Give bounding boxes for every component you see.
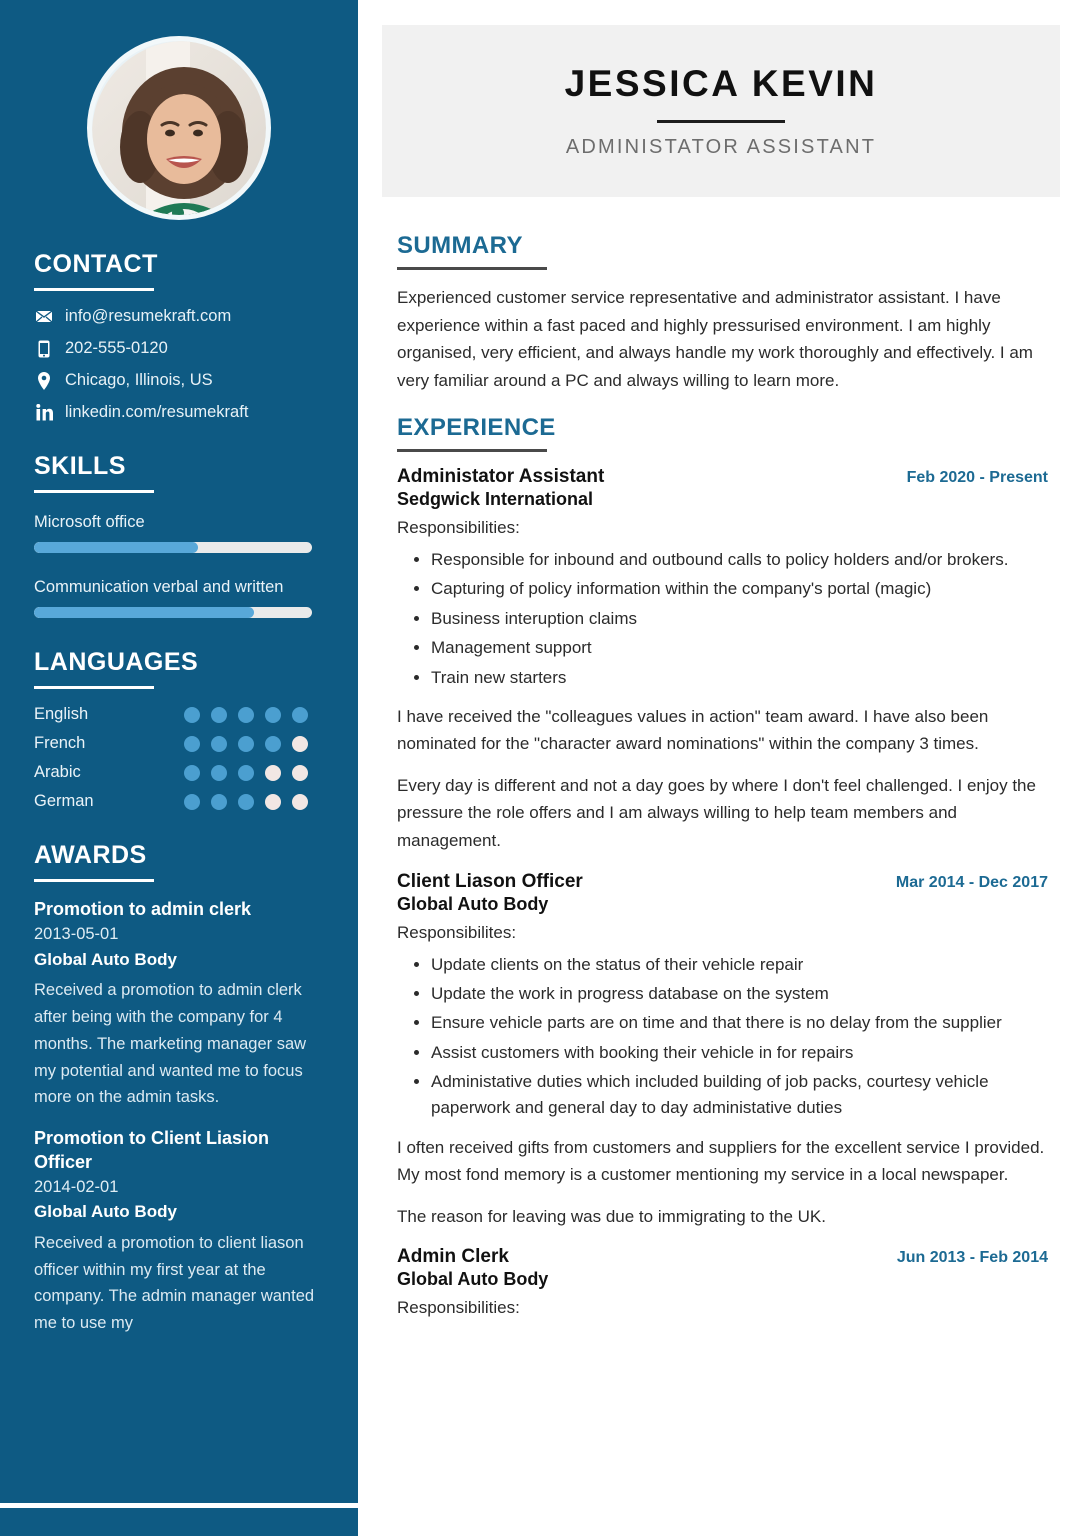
experience-item-header [397,871,1048,893]
skill-progress-fill [34,542,198,553]
envelope-icon [34,310,54,323]
experience-item [397,871,1048,1231]
awards-section [34,841,324,1336]
responsibility-item: • Train new starters [431,665,1048,691]
contact-email-text: info@resumekraft.com [65,307,232,325]
languages-heading: LANGUAGES [34,648,199,677]
level-dot-filled [184,736,200,752]
award-title: Promotion to Client Liasion Officer [34,1128,269,1172]
responsibilities-label: Responsibilites: [397,922,517,942]
level-dot-empty [292,794,308,810]
language-row [34,763,324,782]
name-divider [657,120,785,124]
level-dot-filled [184,794,200,810]
job-paragraph: Every day is different and not a day goes by where I don't feel challenged. I enjoy the pressure the role offers and I am always willing to help team members and management. [397,775,1036,850]
summary-heading-rule [397,267,547,270]
avatar-image [92,41,266,215]
languages-section [34,648,324,811]
responsibilities-label: Responsibilities: [397,1298,520,1318]
responsibility-item: • Ensure vehicle parts are on time and that there is no delay from the supplier [431,1010,1048,1036]
skill-progress-bar [34,542,312,553]
language-row [34,705,324,724]
skills-heading: SKILLS [34,452,126,480]
responsibility-item: • Update the work in progress database on the system [431,981,1048,1007]
avatar [87,36,271,220]
level-dot-filled [211,794,227,810]
main-column [358,0,1086,1536]
job-company: Global Auto Body [397,893,549,914]
job-role: Admin Clerk [397,1246,509,1268]
responsibility-item: • Business interuption claims [431,606,1048,632]
language-level-dots [184,794,308,810]
award-description: Received a promotion to admin clerk after being with the company for 4 months. The marketing manager saw my potential and wanted me to focus more on the admin tasks. [34,981,307,1107]
language-row [34,792,324,811]
contact-item-email[interactable] [34,307,324,326]
contact-item-linkedin[interactable] [34,403,324,422]
job-paragraph: I often received gifts from customers and suppliers for the excellent service I provided. My most fond memory is a customer mentioning my service in a local newspaper. [397,1137,1045,1185]
responsibility-item: • Capturing of policy information within the company's portal (magic) [431,576,1048,602]
responsibility-item: • Management support [431,635,1048,661]
award-description: Received a promotion to client liason officer within my first year at the company. The admin manager wanted me to use my [34,1233,315,1332]
linkedin-icon [34,404,54,421]
responsibilities-list [431,547,1048,691]
language-level-dots [184,736,308,752]
contact-phone-text: 202-555-0120 [65,339,168,357]
language-label: Arabic [34,763,81,782]
job-company: Global Auto Body [397,1269,549,1290]
level-dot-filled [238,794,254,810]
summary-section [397,232,1048,394]
job-dates: Feb 2020 - Present [906,469,1048,487]
level-dot-filled [211,707,227,723]
level-dot-empty [292,736,308,752]
contact-heading-rule [34,288,154,291]
award-date: 2013-05-01 [34,925,119,944]
main-content [397,232,1048,1338]
summary-heading: SUMMARY [397,232,523,259]
award-item [34,1127,324,1337]
job-title-subtitle: ADMINISTATOR ASSISTANT [565,136,877,159]
experience-item-header [397,466,1048,488]
experience-item [397,466,1048,854]
skill-progress-fill [34,607,254,618]
skill-label: Microsoft office [34,513,145,531]
responsibilities-list [431,952,1048,1122]
skills-section [34,452,324,618]
award-date: 2014-02-01 [34,1177,119,1196]
job-dates: Jun 2013 - Feb 2014 [896,1249,1048,1267]
contact-heading: CONTACT [34,250,158,278]
experience-heading: EXPERIENCE [397,414,556,442]
level-dot-filled [238,765,254,781]
contact-location-text: Chicago, Illinois, US [65,371,213,389]
experience-item [397,1246,1048,1318]
experience-list [397,466,1048,1318]
skills-heading-rule [34,490,154,493]
contact-linkedin-text: linkedin.com/resumekraft [65,403,249,421]
award-title: Promotion to admin clerk [34,899,252,920]
languages-heading-rule [34,686,154,689]
sidebar-continuation [0,1508,358,1536]
skill-progress-bar [34,607,312,618]
job-role: Administator Assistant [397,466,605,488]
level-dot-empty [265,765,281,781]
experience-item-header [397,1246,1048,1268]
skill-item [34,574,324,618]
level-dot-filled [238,707,254,723]
awards-list [34,898,324,1336]
contact-item-location[interactable] [34,371,324,390]
job-dates: Mar 2014 - Dec 2017 [895,873,1048,891]
level-dot-filled [184,765,200,781]
level-dot-filled [265,736,281,752]
language-row [34,734,324,753]
responsibility-item: • Administative duties which included building of job packs, courtesy vehicle paperwork and general day to day administative duties [431,1069,1048,1122]
job-paragraph: The reason for leaving was due to immigrating to the UK. [397,1206,826,1226]
responsibilities-label: Responsibilities: [397,518,520,538]
job-paragraph: I have received the "colleagues values in action" team award. I have also been nominated for the "character award nominations" within the company 3 times. [397,706,989,754]
job-role: Client Liason Officer [397,870,583,892]
award-organization: Global Auto Body [34,1202,177,1222]
experience-heading-rule [397,449,547,452]
language-level-dots [184,765,308,781]
name-header-block [382,25,1060,197]
level-dot-filled [265,707,281,723]
job-company: Sedgwick International [397,489,594,510]
sidebar [0,0,358,1508]
level-dot-empty [265,794,281,810]
experience-section [397,414,1048,1318]
responsibility-item: • Responsible for inbound and outbound calls to policy holders and/or brokers. [431,547,1048,573]
language-label: German [34,792,94,811]
summary-text: Experienced customer service representative and administrator assistant. I have experience within a fast paced and highly pressurised environment. I am highly organised, very efficient, and always handle my work thoroughly and effectively. I am very familiar around a PC and always willing to learn more. [397,288,1033,390]
responsibility-item: • Assist customers with booking their vehicle in for repairs [431,1040,1048,1066]
language-level-dots [184,707,308,723]
level-dot-filled [238,736,254,752]
language-label: French [34,734,86,753]
location-pin-icon [34,372,54,390]
portrait-illustration [92,41,266,215]
level-dot-filled [292,707,308,723]
page-title: JESSICA KEVIN [564,62,878,104]
awards-heading-rule [34,879,154,882]
level-dot-filled [184,707,200,723]
skill-item [34,509,324,553]
level-dot-filled [211,736,227,752]
skill-label: Communication verbal and written [34,578,284,597]
language-label: English [34,705,89,724]
contact-item-phone[interactable] [34,339,324,358]
award-organization: Global Auto Body [34,949,177,969]
level-dot-filled [211,765,227,781]
contact-section [34,250,324,422]
level-dot-empty [292,765,308,781]
awards-heading: AWARDS [34,841,147,870]
responsibility-item: • Update clients on the status of their vehicle repair [431,952,1048,978]
mobile-phone-icon [34,340,54,358]
languages-list [34,705,324,811]
award-item [34,898,324,1111]
